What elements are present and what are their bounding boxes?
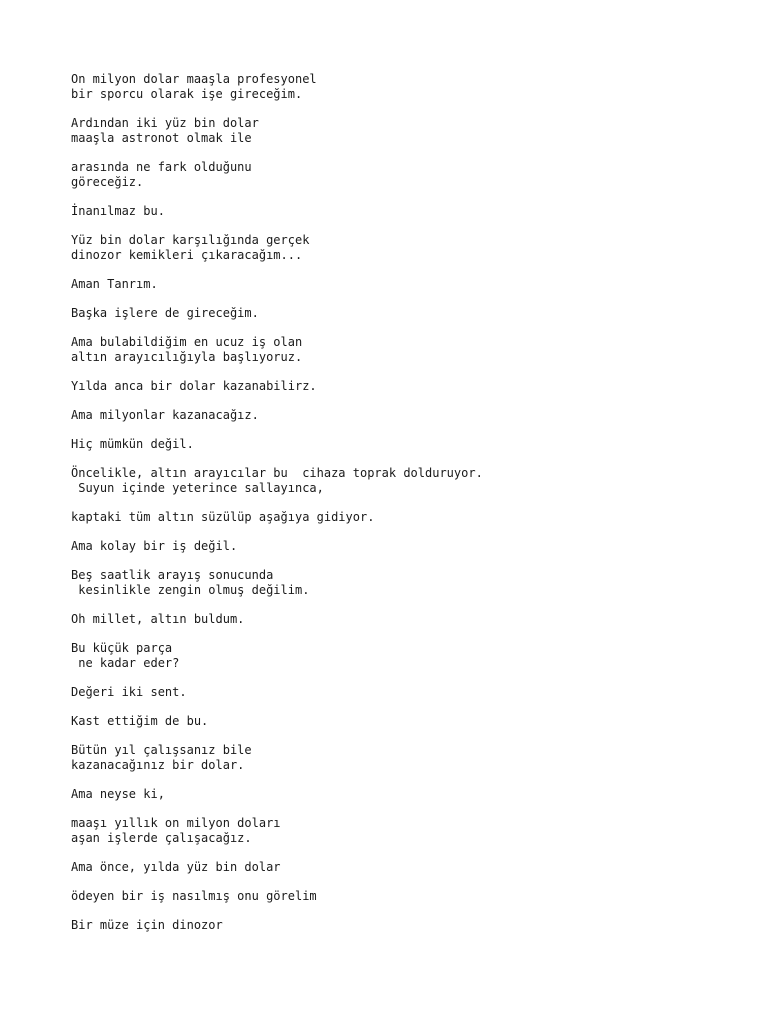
transcript-line: Bu küçük parça xyxy=(71,641,173,655)
transcript-line: Bütün yıl çalışsanız bile xyxy=(71,743,252,757)
transcript-line: On milyon dolar maaşla profesyonel xyxy=(71,72,317,86)
transcript-paragraph xyxy=(71,204,751,219)
transcript-line: dinozor kemikleri çıkaracağım... xyxy=(71,248,303,262)
transcript-line: Kast ettiğim de bu. xyxy=(71,714,209,728)
transcript-line: altın arayıcılığıyla başlıyoruz. xyxy=(71,350,303,364)
transcript-line: Oh millet, altın buldum. xyxy=(71,612,245,626)
transcript-paragraph xyxy=(71,233,751,263)
transcript-text xyxy=(71,72,751,933)
transcript-paragraph xyxy=(71,116,751,146)
transcript-line: Öncelikle, altın arayıcılar bu cihaza toprak dolduruyor. xyxy=(71,466,483,480)
transcript-paragraph xyxy=(71,714,751,729)
document-page xyxy=(71,72,751,947)
transcript-paragraph xyxy=(71,277,751,292)
transcript-paragraph xyxy=(71,72,751,102)
transcript-paragraph xyxy=(71,160,751,190)
transcript-paragraph xyxy=(71,685,751,700)
transcript-line: kesinlikle zengin olmuş değilim. xyxy=(71,583,310,597)
transcript-line: maaşla astronot olmak ile xyxy=(71,131,252,145)
transcript-line: Yüz bin dolar karşılığında gerçek xyxy=(71,233,310,247)
transcript-line: Suyun içinde yeterince sallayınca, xyxy=(71,481,324,495)
transcript-line: ne kadar eder? xyxy=(71,656,180,670)
transcript-paragraph xyxy=(71,379,751,394)
transcript-paragraph xyxy=(71,743,751,773)
transcript-line: Hiç mümkün değil. xyxy=(71,437,194,451)
transcript-line: kazanacağınız bir dolar. xyxy=(71,758,245,772)
transcript-line: Ardından iki yüz bin dolar xyxy=(71,116,259,130)
transcript-paragraph xyxy=(71,568,751,598)
transcript-paragraph xyxy=(71,408,751,423)
transcript-paragraph xyxy=(71,787,751,802)
transcript-line: Yılda anca bir dolar kazanabilirz. xyxy=(71,379,317,393)
transcript-paragraph xyxy=(71,437,751,452)
transcript-paragraph xyxy=(71,510,751,525)
transcript-line: kaptaki tüm altın süzülüp aşağıya gidiyor. xyxy=(71,510,375,524)
transcript-line: İnanılmaz bu. xyxy=(71,204,165,218)
transcript-line: Ama kolay bir iş değil. xyxy=(71,539,238,553)
transcript-line: Ama milyonlar kazanacağız. xyxy=(71,408,259,422)
transcript-paragraph xyxy=(71,889,751,904)
transcript-line: Bir müze için dinozor xyxy=(71,918,223,932)
transcript-paragraph xyxy=(71,335,751,365)
transcript-paragraph xyxy=(71,466,751,496)
transcript-line: ödeyen bir iş nasılmış onu görelim xyxy=(71,889,317,903)
transcript-line: maaşı yıllık on milyon doları xyxy=(71,816,281,830)
transcript-paragraph xyxy=(71,539,751,554)
transcript-line: Değeri iki sent. xyxy=(71,685,187,699)
transcript-paragraph xyxy=(71,612,751,627)
transcript-paragraph xyxy=(71,918,751,933)
transcript-line: arasında ne fark olduğunu xyxy=(71,160,252,174)
transcript-line: Ama neyse ki, xyxy=(71,787,165,801)
transcript-line: aşan işlerde çalışacağız. xyxy=(71,831,252,845)
transcript-paragraph xyxy=(71,860,751,875)
transcript-line: Aman Tanrım. xyxy=(71,277,158,291)
transcript-paragraph xyxy=(71,641,751,671)
transcript-paragraph xyxy=(71,816,751,846)
transcript-line: Beş saatlik arayış sonucunda xyxy=(71,568,274,582)
transcript-line: göreceğiz. xyxy=(71,175,144,189)
transcript-line: Ama bulabildiğim en ucuz iş olan xyxy=(71,335,303,349)
transcript-line: Ama önce, yılda yüz bin dolar xyxy=(71,860,281,874)
transcript-line: bir sporcu olarak işe gireceğim. xyxy=(71,87,303,101)
transcript-line: Başka işlere de gireceğim. xyxy=(71,306,259,320)
transcript-paragraph xyxy=(71,306,751,321)
